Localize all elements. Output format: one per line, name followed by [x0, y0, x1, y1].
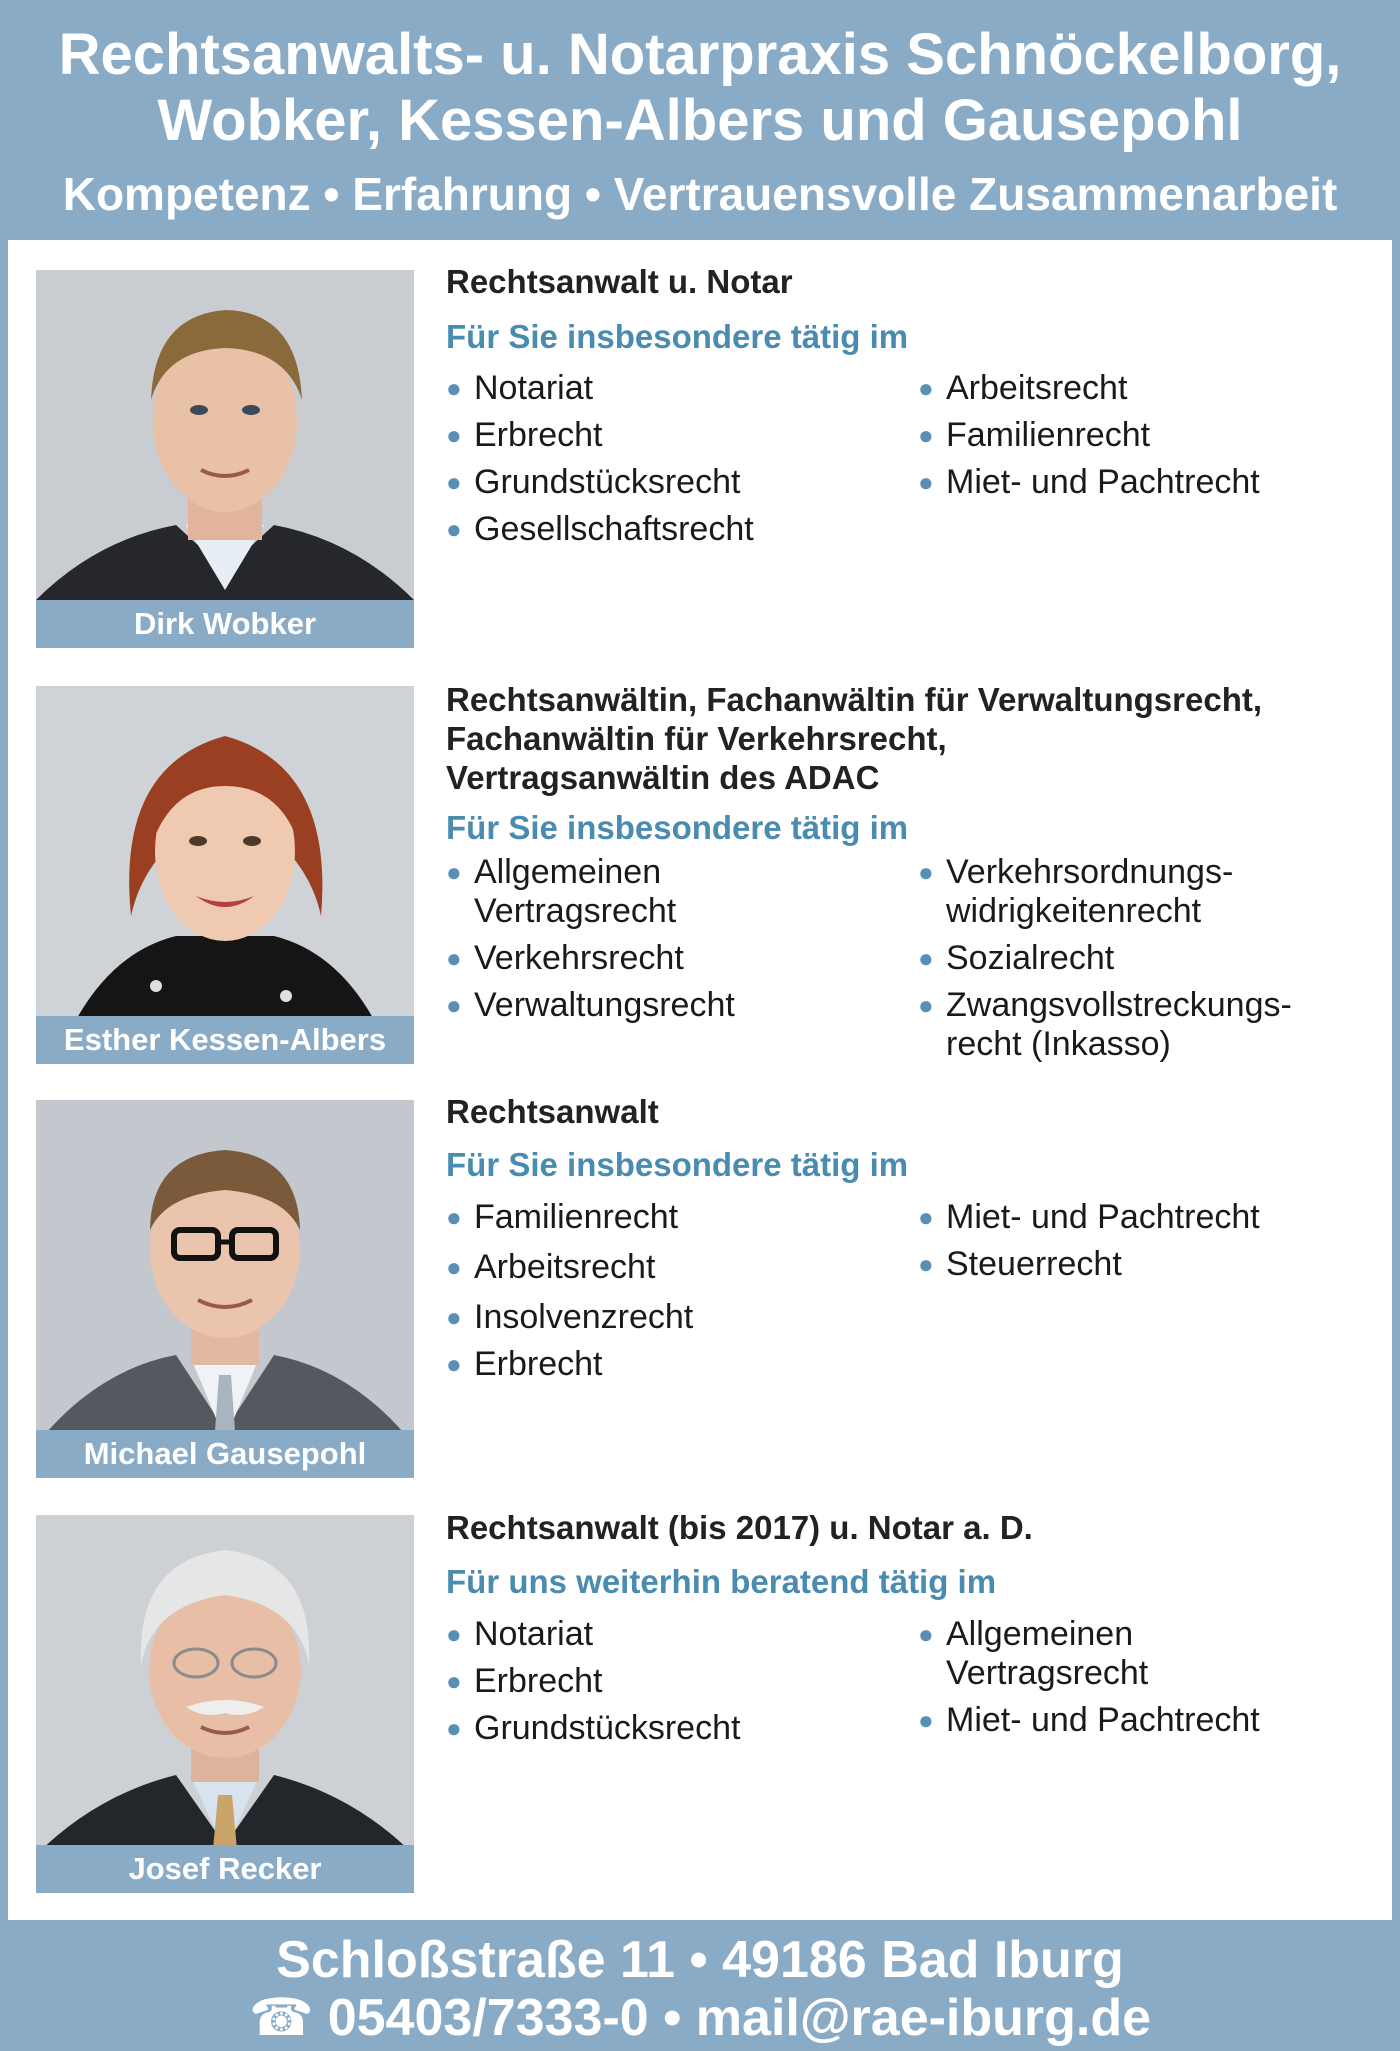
contact-line	[0, 1988, 1400, 2048]
expertise-heading: Für Sie insbesondere tätig im	[446, 1146, 909, 1183]
lawyer-role	[446, 262, 1386, 301]
lawyer-name: Josef Recker	[36, 1845, 414, 1893]
portrait-drawing	[36, 686, 414, 1064]
lawyer-role	[446, 1508, 1386, 1547]
lawyer-name: Esther Kessen-Albers	[36, 1016, 414, 1064]
firm-name-line2: Wobker, Kessen-Albers und Gausepohl	[157, 88, 1243, 153]
portrait-drawing	[36, 1100, 414, 1478]
role-line: Rechtsanwalt u. Notar	[446, 263, 793, 300]
contact-text: 05403/7333-0 • mail@rae-iburg.de	[327, 1989, 1152, 2047]
phone-icon: ☎	[248, 1989, 314, 2047]
portrait-josef-recker	[36, 1515, 414, 1893]
role-line: Rechtsanwalt	[446, 1093, 659, 1130]
portrait-drawing	[36, 1515, 414, 1893]
expertise-heading: Für uns weiterhin beratend tätig im	[446, 1563, 997, 1600]
role-line: Rechtsanwalt (bis 2017) u. Notar a. D.	[446, 1509, 1033, 1546]
lawyer-role	[446, 1092, 1386, 1131]
expertise-heading: Für Sie insbesondere tätig im	[446, 318, 909, 355]
header-banner	[0, 0, 1400, 240]
firm-name-line1: Rechtsanwalts- u. Notarpraxis Schnöckelborg,	[58, 22, 1342, 87]
role-line: Rechtsanwältin, Fachanwältin für Verwaltungsrecht,	[446, 681, 1263, 718]
role-line: Vertragsanwältin des ADAC	[446, 759, 880, 796]
tagline: Kompetenz • Erfahrung • Vertrauensvolle Zusammenarbeit	[62, 168, 1338, 220]
footer-banner	[0, 1920, 1400, 2051]
portrait-esther-kessen-albers	[36, 686, 414, 1064]
lawyer-name: Michael Gausepohl	[36, 1430, 414, 1478]
portrait-dirk-wobker	[36, 270, 414, 648]
address: Schloßstraße 11 • 49186 Bad Iburg	[276, 1931, 1124, 1989]
role-line: Fachanwältin für Verkehrsrecht,	[446, 720, 947, 757]
portrait-drawing	[36, 270, 414, 648]
firm-name	[0, 22, 1400, 154]
lawyer-name: Dirk Wobker	[36, 600, 414, 648]
lawyer-role	[446, 680, 1386, 797]
expertise-heading: Für Sie insbesondere tätig im	[446, 809, 909, 846]
portrait-michael-gausepohl	[36, 1100, 414, 1478]
